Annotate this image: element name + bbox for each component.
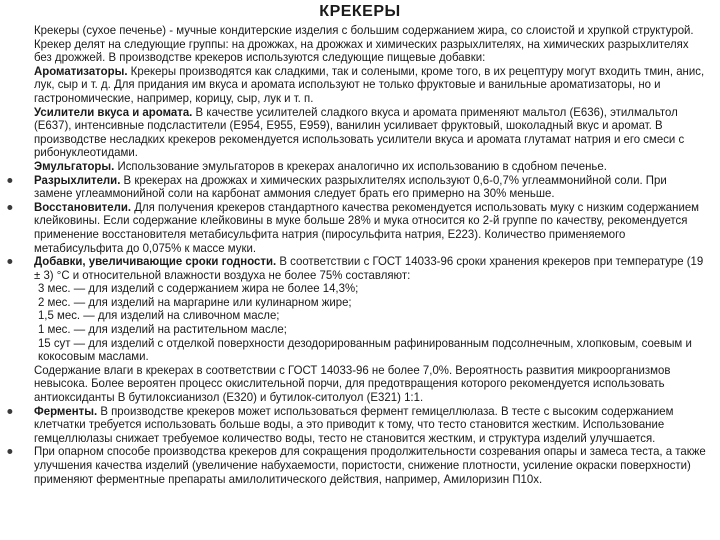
shelf-life-item: 1,5 мес. — для изделий на сливочном масле; xyxy=(37,309,280,323)
paragraph-text: В соответствии с ГОСТ 14033-96 сроки хранения крекеров при температуре (19 ± 3) °С и относительной влажности воздуха не более 75% составляют: xyxy=(34,255,704,282)
shelf-life-item: 15 сут — для изделий с отделкой поверхности дезодорированным рафинированным подсолнечным, хлопковым, соевым и кокосовым маслами. xyxy=(37,336,692,364)
paragraph-leavening xyxy=(34,174,706,201)
paragraph-sponge-method xyxy=(34,445,706,486)
paragraph-heading: Ароматизаторы. xyxy=(34,64,128,78)
paragraph-text: Крекеры (сухое печенье) - мучные кондитерские изделия с большим содержанием жира, со слоистой и хрупкой структурой. Крекер делят на следующие группы: на дрожжах, на дрожжах и химических разрыхлителях, на химических разрыхлителях без дрожжей. В производстве крекеров используются следующие пищевые добавки: xyxy=(34,24,694,65)
paragraph-enhancers xyxy=(34,106,706,160)
paragraph-moisture: Содержание влаги в крекерах в соответствии с ГОСТ 14033-96 не более 7,0%. Вероятность развития микроорганизмов невысока. Более вероятен процесс окислительной порчи, для предотвращения которого рекомендуется использовать антиоксиданты В бутилоксианизол (Е320) и бутилок-ситолуол (Е321) 1:1. xyxy=(34,363,671,405)
bullet-icon xyxy=(7,259,12,264)
paragraph-intro xyxy=(34,24,706,65)
paragraph-heading: Восстановители. xyxy=(34,200,132,214)
paragraph-heading: Эмульгаторы. xyxy=(34,159,115,173)
slide-content xyxy=(34,24,706,486)
paragraph-text: При опарном способе производства крекеров для сокращения продолжительности созревания опары и замеса теста, а также улучшения качества изделий (увеличение набухаемости, пористости, снижение плотности, усиление окраски поверхности) применяют ферментные препараты амилолитического действия, например, Амилоризин П10х. xyxy=(34,445,706,486)
bullet-icon xyxy=(7,449,12,454)
paragraph-text: В крекерах на дрожжах и химических разрыхлителях используют 0,6-0,7% углеаммонийной соли. При замене углеаммонийной соли на карбонат аммония следует брать его примерно на 30% меньше. xyxy=(34,173,667,201)
paragraph-text: Крекеры производятся как сладкими, так и солеными, кроме того, в их рецептуру могут входить тмин, анис, лук, сыр и т. д. Для придания им вкуса и аромата используют не только фруктовые и ванильные ароматизаторы, но и гастрономические, например, корицу, сыр, лук и т. п. xyxy=(34,64,705,105)
bullet-icon xyxy=(7,205,12,210)
paragraph-enzymes xyxy=(34,405,706,446)
shelf-life-item: 2 мес. — для изделий на маргарине или кулинарном жире; xyxy=(37,295,352,309)
paragraph-heading: Разрыхлители. xyxy=(34,173,121,187)
shelf-life-item: 3 мес. — для изделий с содержанием жира не более 14,3%; xyxy=(37,282,359,296)
bullet-icon xyxy=(7,178,12,183)
paragraph-text: В качестве усилителей сладкого вкуса и аромата применяют мальтол (Е636), этилмальтол (Е637), интенсивные подсластители (Е954, Е955, Е959), ванилин усиливает фруктовый, шоколадный вкус и аромат. В производстве несладких крекеров рекомендуется использовать усилители вкуса и аромата глутамат натрия и его смеси с рибонуклеотидами. xyxy=(34,105,685,160)
paragraph-reducers xyxy=(34,201,706,255)
paragraph-heading: Добавки, увеличивающие сроки годности. xyxy=(34,255,277,269)
paragraph-text: Использование эмульгаторов в крекерах аналогично их использованию в сдобном печенье. xyxy=(114,159,607,173)
paragraph-shelf-life xyxy=(34,255,706,282)
shelf-life-item: 1 мес. — для изделий на растительном масле; xyxy=(37,323,287,337)
bullet-icon xyxy=(7,409,12,414)
paragraph-flavorings xyxy=(34,65,706,106)
paragraph-emulsifiers xyxy=(34,160,706,174)
paragraph-text: В производстве крекеров может использоваться фермент гемицеллюлаза. В тесте с высоким содержанием клетчатки требуется использовать больше воды, а это приводит к тому, что тесто становится жестким. Использование гемцеллюлазы снижает требуемое количество воды, тесто не становится жестким, и структура изделий улучшается. xyxy=(34,404,674,445)
page-title: КРЕКЕРЫ xyxy=(319,3,401,20)
paragraph-heading: Усилители вкуса и аромата. xyxy=(34,105,193,119)
paragraph-text: Для получения крекеров стандартного качества рекомендуется использовать муку с низким содержанием клейковины. Если содержание клейковины в муке больше 28% и мука относится ко 2-й группе по качеству, рекомендуется применение восстановителя метабисульфита натрия (пиросульфита натрия, Е223). Количество применяемого метабисульфита до 0,075% к массе муки. xyxy=(34,200,700,255)
paragraph-heading: Ферменты. xyxy=(34,404,98,418)
